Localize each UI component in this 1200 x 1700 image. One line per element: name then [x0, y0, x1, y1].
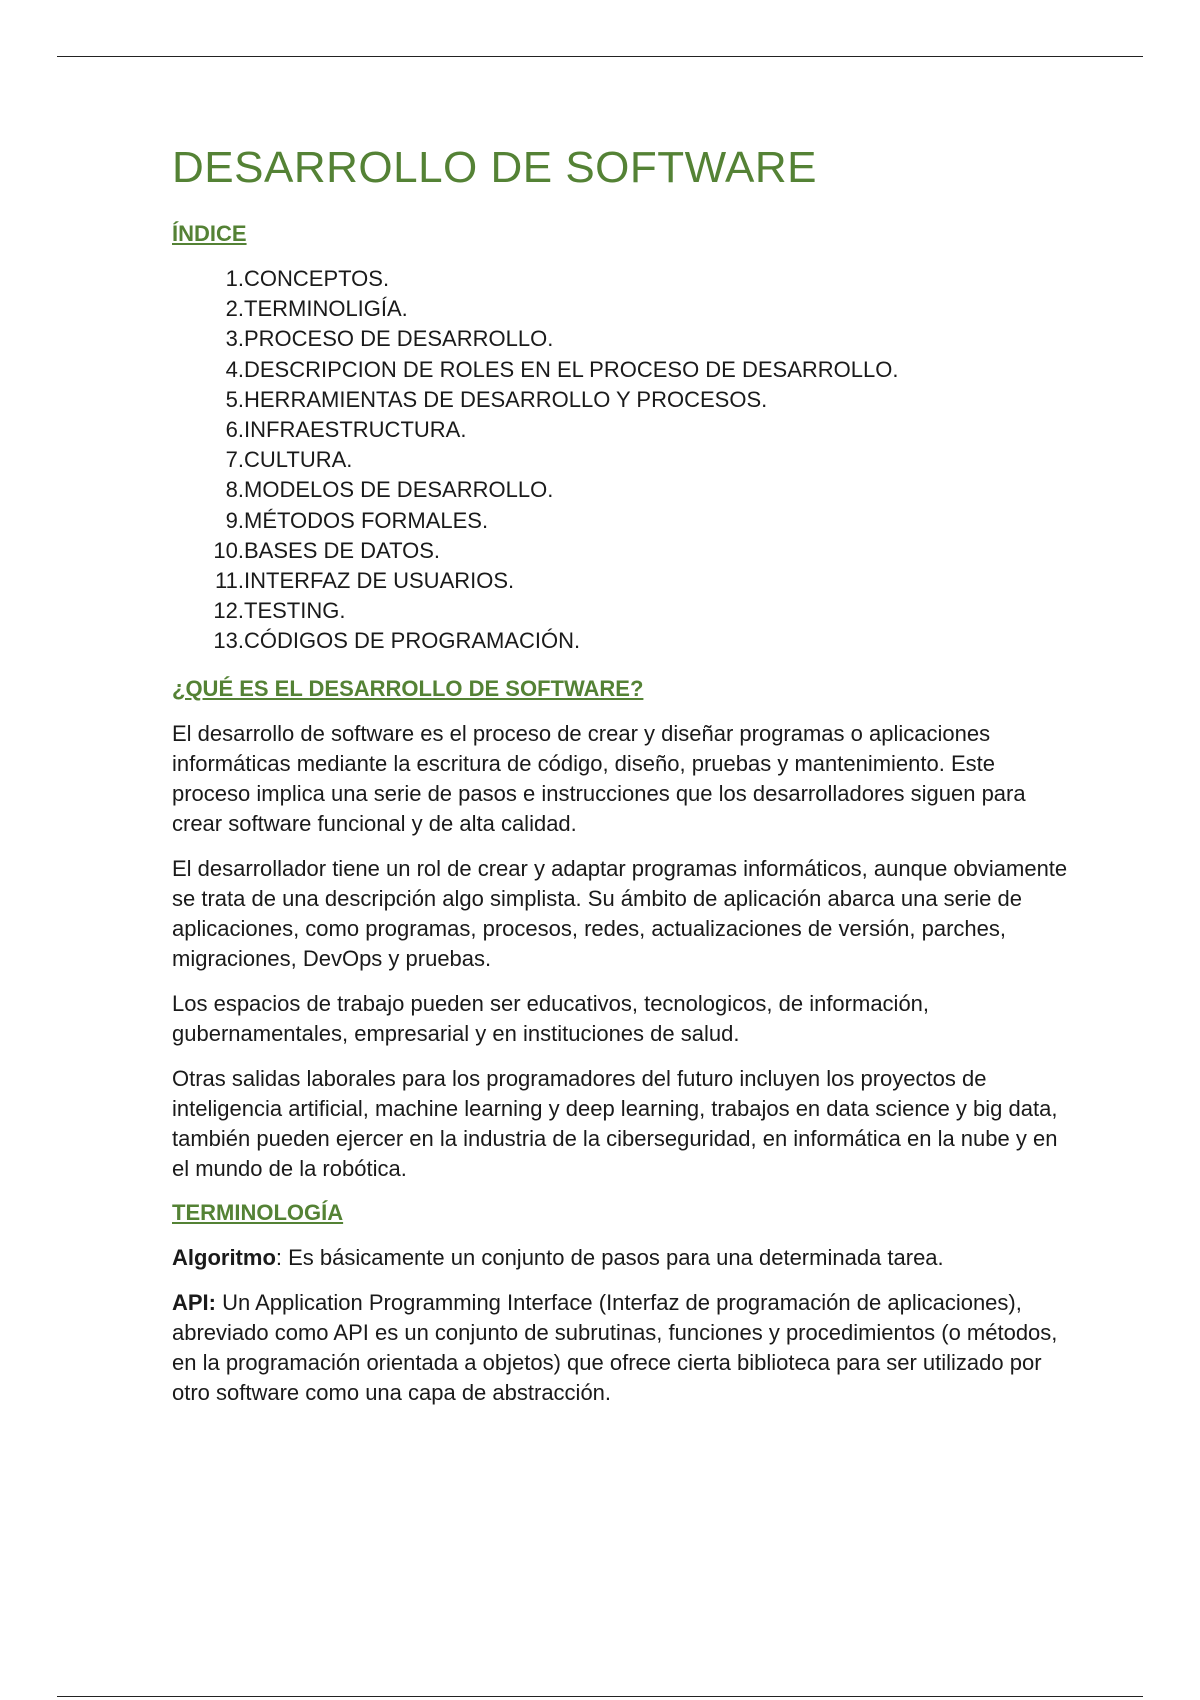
toc-item-number: 8. — [225, 477, 244, 503]
toc-item-label: BASES DE DATOS. — [244, 537, 441, 563]
term-entry — [172, 1288, 1072, 1408]
paragraph: Los espacios de trabajo pueden ser educativos, tecnologicos, de información, gubernamentales, empresarial y en instituciones de salud. — [172, 990, 930, 1046]
toc-item-number: 11. — [215, 568, 244, 594]
table-of-contents — [172, 264, 1072, 657]
toc-item-label: MODELOS DE DESARROLLO. — [244, 477, 554, 503]
toc-item-number: 7. — [225, 447, 244, 473]
toc-item — [172, 566, 1072, 596]
term-definition: : Es básicamente un conjunto de pasos para una determinada tarea. — [275, 1244, 944, 1270]
toc-item-number: 12. — [213, 598, 244, 624]
paragraph: Otras salidas laborales para los programadores del futuro incluyen los proyectos de inteligencia artificial, machine learning y deep learning, trabajos en data science y big data, también pueden ejercer en la industria de la ciberseguridad, en informática en la nube y en el mundo de la robótica. — [172, 1065, 1058, 1181]
toc-item — [172, 415, 1072, 445]
what-is-heading: ¿QUÉ ES EL DESARROLLO DE SOFTWARE? — [172, 675, 644, 701]
term-name: Algoritmo — [172, 1244, 276, 1270]
toc-item-label: CULTURA. — [244, 447, 353, 473]
toc-item-number: 2. — [225, 296, 244, 322]
document-title: DESARROLLO DE SOFTWARE — [172, 143, 818, 192]
toc-item — [172, 355, 1072, 385]
toc-item — [172, 264, 1072, 294]
toc-item — [172, 385, 1072, 415]
paragraph: El desarrollo de software es el proceso de crear y diseñar programas o aplicaciones informáticas mediante la escritura de código, diseño, pruebas y mantenimiento. Este proceso implica una serie de pasos e instrucciones que los desarrolladores siguen para crear software funcional y de alta calidad. — [172, 720, 1026, 836]
header-rule — [57, 56, 1143, 57]
toc-item — [172, 324, 1072, 354]
toc-item-number: 3. — [225, 326, 244, 352]
toc-item — [172, 294, 1072, 324]
toc-item — [172, 626, 1072, 656]
toc-item-label: HERRAMIENTAS DE DESARROLLO Y PROCESOS. — [244, 386, 768, 412]
toc-item-number: 5. — [225, 386, 244, 412]
toc-item — [172, 445, 1072, 475]
toc-item — [172, 596, 1072, 626]
toc-item — [172, 536, 1072, 566]
toc-item-number: 6. — [225, 417, 244, 443]
footer-rule — [57, 1696, 1143, 1697]
document-body — [172, 138, 1072, 1423]
toc-item-number: 10. — [213, 537, 244, 563]
toc-item-label: TERMINOLIGÍA. — [244, 296, 408, 322]
toc-item-label: CÓDIGOS DE PROGRAMACIÓN. — [244, 628, 581, 654]
toc-item-label: CONCEPTOS. — [244, 266, 390, 291]
toc-item — [172, 475, 1072, 505]
toc-item-label: DESCRIPCION DE ROLES EN EL PROCESO DE DESARROLLO. — [244, 356, 899, 382]
toc-item-label: INTERFAZ DE USUARIOS. — [244, 568, 515, 594]
toc-item — [172, 506, 1072, 536]
term-definition: Un Application Programming Interface (Interfaz de programación de aplicaciones), abreviado como API es un conjunto de subrutinas, funciones y procedimientos (o métodos, en la programación orientada a objetos) que ofrece cierta biblioteca para ser utilizado por otro software como una capa de abstracción. — [172, 1289, 1058, 1405]
toc-item-label: TESTING. — [244, 598, 346, 624]
toc-item-label: PROCESO DE DESARROLLO. — [244, 326, 554, 352]
terminology-heading: TERMINOLOGÍA — [172, 1199, 344, 1225]
toc-item-number: 9. — [225, 507, 244, 533]
toc-item-label: INFRAESTRUCTURA. — [244, 417, 467, 443]
term-entry — [172, 1243, 1072, 1273]
index-heading: ÍNDICE — [172, 221, 247, 246]
toc-item-number: 1. — [225, 266, 244, 291]
paragraph: El desarrollador tiene un rol de crear y adaptar programas informáticos, aunque obviamente se trata de una descripción algo simplista. Su ámbito de aplicación abarca una serie de aplicaciones, como programas, procesos, redes, actualizaciones de versión, parches, migraciones, DevOps y pruebas. — [172, 855, 1068, 971]
toc-item-label: MÉTODOS FORMALES. — [244, 507, 489, 533]
toc-item-number: 4. — [225, 356, 244, 382]
toc-item-number: 13. — [213, 628, 244, 654]
term-name: API: — [172, 1289, 216, 1315]
